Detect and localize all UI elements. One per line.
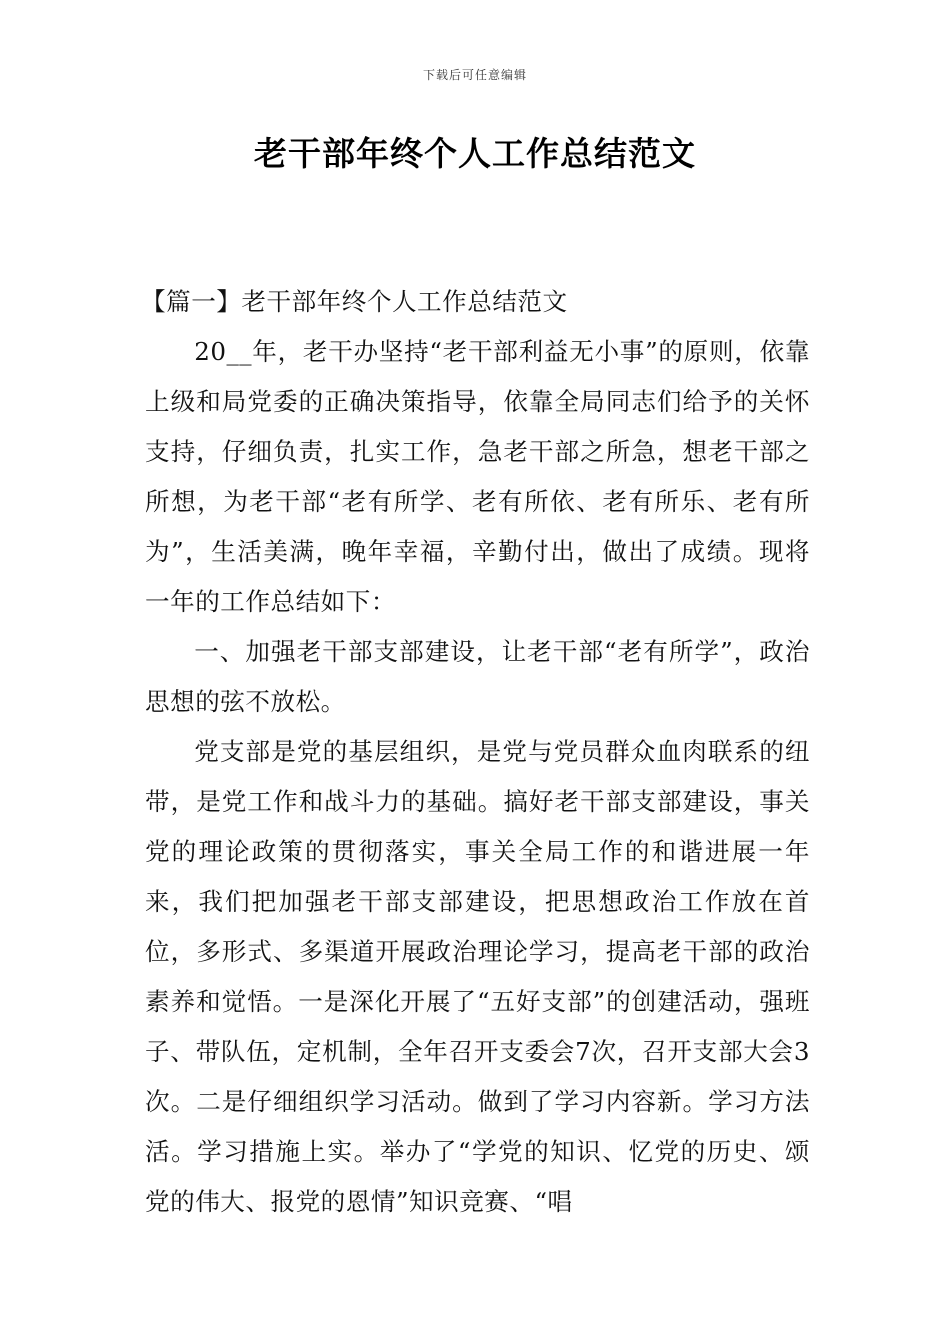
document-title: 老干部年终个人工作总结范文 [254,134,696,173]
body-paragraph: 20__年，老干办坚持“老干部利益无小事”的原则，依靠上级和局党委的正确决策指导，依靠全局同志们给予的关怀支持，仔细负责，扎实工作，急老干部之所急，想老干部之所想，为老干部“老有所学、老有所依、老有所乐、老有所为”，生活美满，晚年幸福，辛勤付出，做出了成绩。现将一年的工作总结如下： [145,337,810,616]
document-body [141,277,810,1227]
section-heading: 【篇一】老干部年终个人工作总结范文 [141,287,568,316]
body-paragraph: 党支部是党的基层组织，是党与党员群众血肉联系的纽带，是党工作和战斗力的基础。搞好老干部支部建设，事关党的理论政策的贯彻落实，事关全局工作的和谐进展一年来，我们把加强老干部支部建设，把思想政治工作放在首位，多形式、多渠道开展政治理论学习，提高老干部的政治素养和觉悟。一是深化开展了“五好支部”的创建活动，强班子、带队伍，定机制，全年召开支委会7次，召开支部大会3次。二是仔细组织学习活动。做到了学习内容新。学习方法活。学习措施上实。举办了“学党的知识、忆党的历史、颂党的伟大、报党的恩情”知识竞赛、“唱 [145,737,810,1216]
header-note: 下载后可任意编辑 [422,68,527,82]
body-paragraph: 一、加强老干部支部建设，让老干部“老有所学”，政治思想的弦不放松。 [145,637,810,716]
